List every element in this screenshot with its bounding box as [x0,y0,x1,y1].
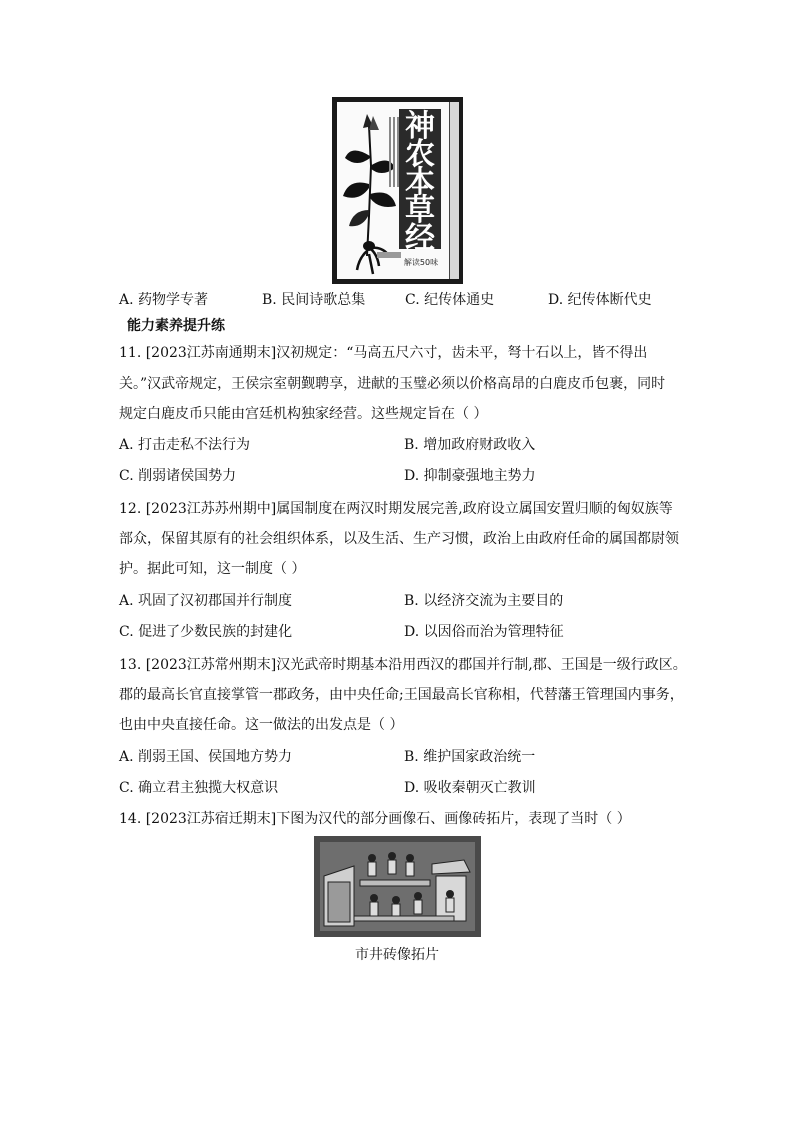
q10-option-d: D. 纪传体断代史 [548,292,652,308]
q14-stem-line1: 14. [2023江苏宿迁期末]下图为汉代的部分画像石、画像砖拓片，表现了当时（ ） [119,811,631,827]
q13-option-d: D. 吸收秦朝灭亡教训 [404,780,536,796]
q12-option-a: A. 巩固了汉初郡国并行制度 [119,593,293,609]
book-title-char: 本 [405,165,435,200]
book-title-char: 经 [405,221,435,256]
q12-stem-line1: 12. [2023江苏苏州期中]属国制度在两汉时期发展完善,政府设立属国安置归顺的匈奴族等 [119,501,673,517]
market-scene-illustration [314,836,481,937]
q12-option-d: D. 以因俗而治为管理特征 [404,624,564,640]
q11-option-b: B. 增加政府财政收入 [404,437,536,453]
q13-option-a: A. 削弱王国、侯国地方势力 [119,749,293,765]
q13-stem-line3: 也由中央直接任命。这一做法的出发点是（ ） [119,717,404,733]
q13-stem-line2: 郡的最高长官直接掌管一郡政务，由中央任命;王国最高长官称相，代替藩王管理国内事务， [119,687,684,703]
q11-stem-line1: 11. [2023江苏南通期末]汉初规定：“马高五尺六寸，齿未平，弩十石以上，皆不得出 [119,345,648,361]
book-spine [449,102,459,279]
book-subtitle: 解读50味 [403,258,439,267]
book-title-char: 神 [405,109,435,144]
publisher-mark [377,252,401,258]
q11-stem-line3: 规定白鹿皮币只能由宫廷机构独家经营。这些规定旨在（ ） [119,406,488,422]
q12-stem-line3: 护。据此可知，这一制度（ ） [119,561,306,577]
q12-option-b: B. 以经济交流为主要目的 [404,593,564,609]
book-title-char: 农 [405,137,435,172]
q11-stem-line2: 关。”汉武帝规定，王侯宗室朝觐聘享，进献的玉璧必须以价格高昂的白鹿皮币包裹，同时 [119,376,666,392]
book-title-column [399,109,441,256]
q11-option-c: C. 削弱诸侯国势力 [119,468,237,484]
q12-option-c: C. 促进了少数民族的封建化 [119,624,293,640]
q13-stem-line1: 13. [2023江苏常州期末]汉光武帝时期基本沿用西汉的郡国并行制,郡、王国是一级行政区。 [119,657,687,673]
section-heading: 能力素养提升练 [127,318,225,334]
brick-rubbing-image [314,836,481,937]
q13-option-c: C. 确立君主独揽大权意识 [119,780,279,796]
q13-option-b: B. 维护国家政治统一 [404,749,536,765]
q11-option-d: D. 抑制豪强地主势力 [404,468,536,484]
book-title-char: 草 [405,193,435,228]
book-cover-image [332,97,463,284]
q10-option-c: C. 纪传体通史 [405,292,495,308]
q10-option-b: B. 民间诗歌总集 [262,292,366,308]
q10-option-a: A. 药物学专著 [119,292,209,308]
q12-stem-line2: 部众，保留其原有的社会组织体系，以及生活、生产习惯，政治上由政府任命的属国都尉领 [119,531,679,547]
figure-caption: 市井砖像拓片 [355,947,439,963]
q11-option-a: A. 打击走私不法行为 [119,437,251,453]
